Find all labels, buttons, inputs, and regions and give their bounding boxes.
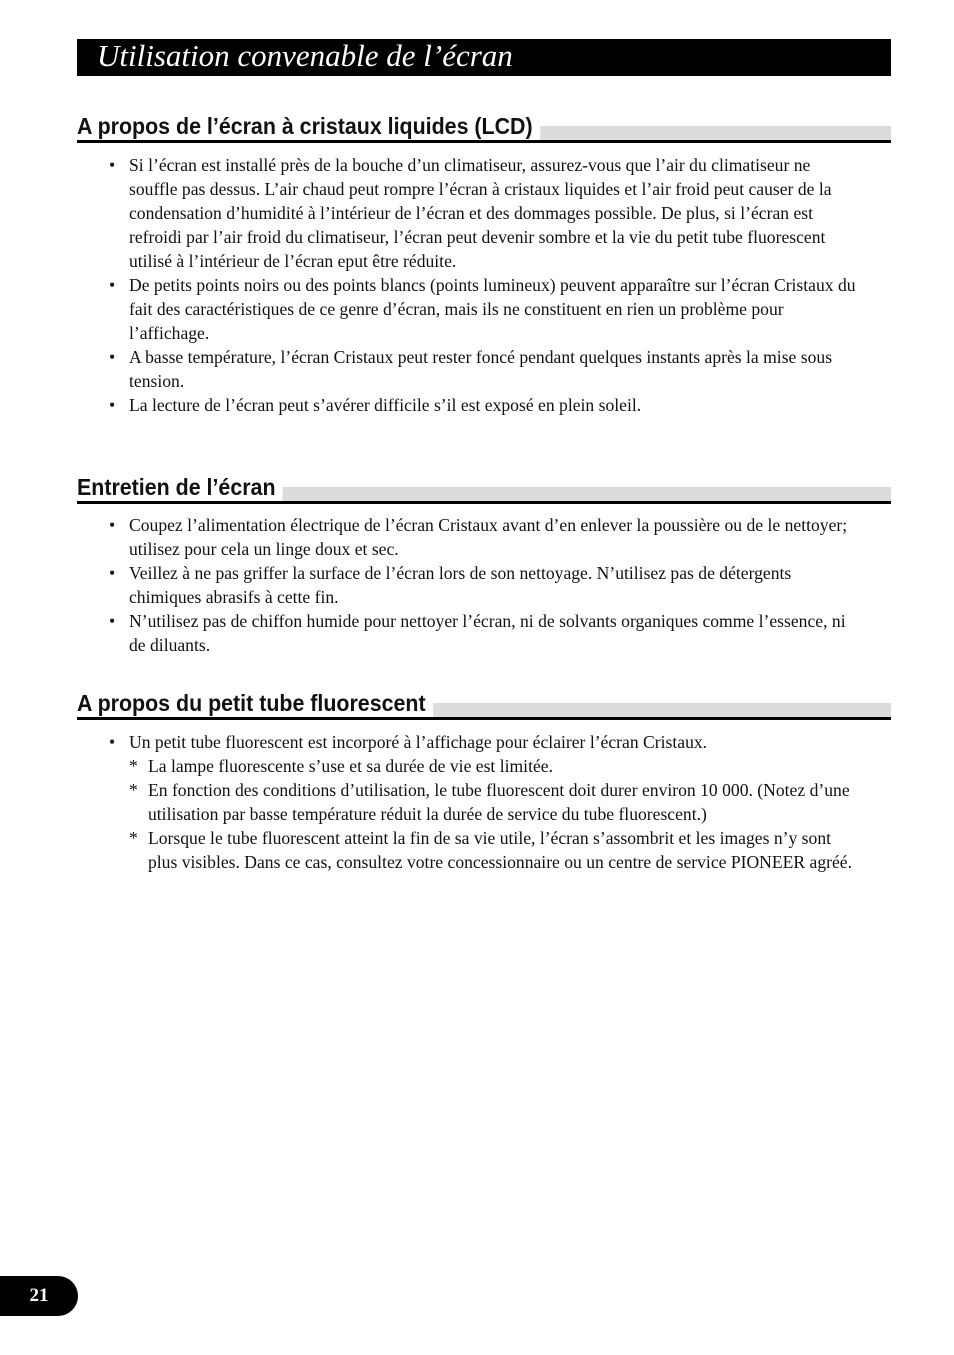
- fluorescent-list: [107, 730, 859, 874]
- chapter-title: Utilisation convenable de l’écran: [97, 38, 513, 73]
- asterisk-icon: *: [129, 828, 138, 848]
- chapter-title-bar: [77, 39, 891, 76]
- list-item: [107, 730, 859, 874]
- note-text: En fonction des conditions d’utilisation, le tube fluorescent doit durer environ 10 000. (Notez d’une utilisation par basse température réduit la durée de service du tube fluorescent.): [148, 780, 850, 824]
- section-heading-maintenance: [77, 475, 891, 507]
- note-item: [129, 778, 859, 826]
- note-item: [129, 826, 859, 874]
- list-item: [107, 153, 859, 273]
- note-text: Lorsque le tube fluorescent atteint la fin de sa vie utile, l’écran s’assombrit et les images n’y sont plus visibles. Dans ce cas, consultez votre concessionnaire ou un centre de service PIONEER agréé.: [148, 828, 852, 872]
- page-number: 21: [29, 1285, 49, 1306]
- list-item: [107, 513, 859, 561]
- asterisk-icon: *: [129, 756, 138, 776]
- item-text: La lecture de l’écran peut s’avérer difficile s’il est exposé en plein soleil.: [129, 395, 642, 415]
- bullet-icon: •: [109, 732, 116, 752]
- item-text: De petits points noirs ou des points blancs (points lumineux) peuvent apparaître sur l’écran Cristaux du fait des caractéristiques de ce genre d’écran, mais ils ne constituent en rien un problème pour l’affichage.: [129, 275, 856, 343]
- bullet-icon: •: [109, 611, 116, 631]
- section-heading-fluorescent: [77, 691, 891, 723]
- section-title: A propos du petit tube fluorescent: [77, 689, 433, 717]
- list-item: [107, 345, 859, 393]
- maintenance-list: [107, 513, 859, 657]
- section-title: Entretien de l’écran: [77, 473, 283, 501]
- bullet-icon: •: [109, 395, 116, 415]
- note-item: [129, 754, 859, 778]
- section-title: A propos de l’écran à cristaux liquides (LCD): [77, 112, 540, 140]
- bullet-icon: •: [109, 515, 116, 535]
- item-text: Veillez à ne pas griffer la surface de l’écran lors de son nettoyage. N’utilisez pas de détergents chimiques abrasifs à cette fin.: [129, 563, 792, 607]
- item-text: N’utilisez pas de chiffon humide pour nettoyer l’écran, ni de solvants organiques comme l’essence, ni de diluants.: [129, 611, 846, 655]
- item-text: Si l’écran est installé près de la bouche d’un climatiseur, assurez-vous que l’air du climatiseur ne souffle pas dessus. L’air chaud peut rompre l’écran à cristaux liquides et l’air froid peut causer de la condensation d’humidité à l’intérieur de l’écran et des dommages possible. De plus, si l’écran est refroidi par l’air froid du climatiseur, l’écran peut devenir sombre et la vie du petit tube fluorescent utilisé à l’intérieur de l’écran eput être réduite.: [129, 155, 832, 271]
- lcd-list: [107, 153, 859, 417]
- list-item: [107, 609, 859, 657]
- notes-list: [129, 754, 859, 874]
- item-text: A basse température, l’écran Cristaux peut rester foncé pendant quelques instants après la mise sous tension.: [129, 347, 833, 391]
- heading-rule: [77, 501, 891, 504]
- list-item: [107, 561, 859, 609]
- bullet-icon: •: [109, 563, 116, 583]
- item-text: Un petit tube fluorescent est incorporé à l’affichage pour éclairer l’écran Cristaux.: [129, 732, 708, 752]
- note-text: La lampe fluorescente s’use et sa durée de vie est limitée.: [148, 756, 553, 776]
- section-heading-lcd: [77, 114, 891, 146]
- bullet-icon: •: [109, 275, 116, 295]
- page-number-tab: [0, 1276, 78, 1316]
- list-item: [107, 273, 859, 345]
- heading-rule: [77, 717, 891, 720]
- list-item: [107, 393, 859, 417]
- bullet-icon: •: [109, 155, 116, 175]
- bullet-icon: •: [109, 347, 116, 367]
- asterisk-icon: *: [129, 780, 138, 800]
- heading-rule: [77, 140, 891, 143]
- item-text: Coupez l’alimentation électrique de l’écran Cristaux avant d’en enlever la poussière ou de le nettoyer; utilisez pour cela un linge doux et sec.: [129, 515, 848, 559]
